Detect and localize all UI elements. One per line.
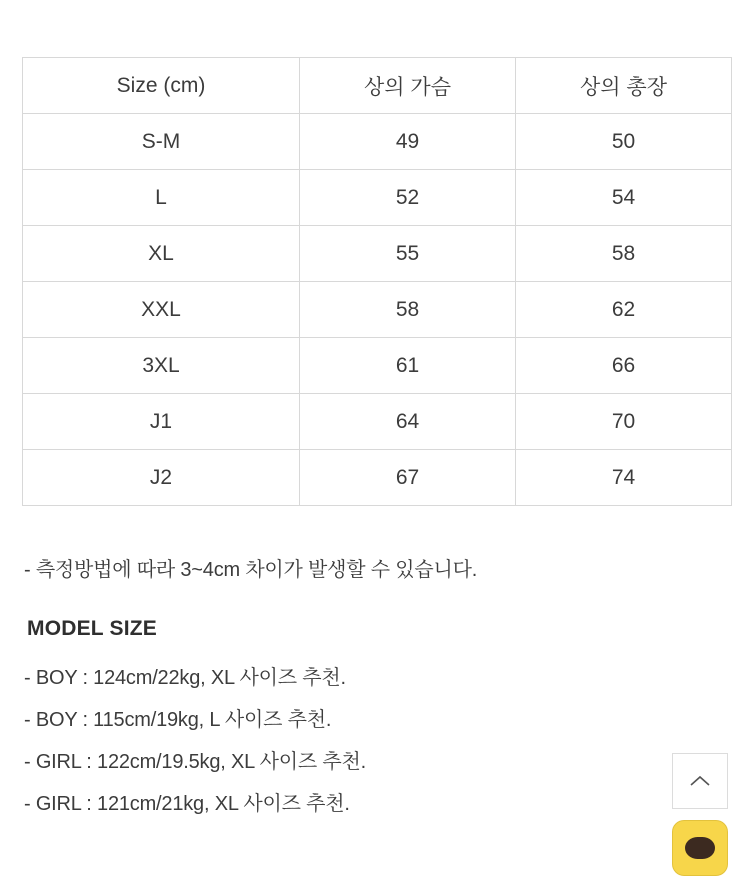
chevron-up-icon [689, 774, 711, 788]
cell-size: XXL [23, 282, 300, 338]
cell-length: 50 [516, 114, 732, 170]
column-header-length: 상의 총장 [516, 58, 732, 114]
cell-length: 54 [516, 170, 732, 226]
cell-length: 62 [516, 282, 732, 338]
scroll-to-top-button[interactable] [672, 753, 728, 809]
table-row [23, 282, 732, 338]
column-header-chest: 상의 가슴 [300, 58, 516, 114]
cell-size: 3XL [23, 338, 300, 394]
model-size-line: - GIRL : 122cm/19.5kg, XL 사이즈 추천. [24, 751, 366, 773]
cell-chest: 55 [300, 226, 516, 282]
table-row [23, 226, 732, 282]
measurement-note: - 측정방법에 따라 3~4cm 차이가 발생할 수 있습니다. [24, 559, 478, 581]
size-chart-table [22, 57, 732, 506]
table-row [23, 394, 732, 450]
model-size-line: - BOY : 115cm/19kg, L 사이즈 추천. [24, 709, 332, 731]
cell-chest: 52 [300, 170, 516, 226]
cell-chest: 49 [300, 114, 516, 170]
cell-size: XL [23, 226, 300, 282]
model-size-title: MODEL SIZE [27, 617, 157, 640]
cell-length: 74 [516, 450, 732, 506]
cell-chest: 64 [300, 394, 516, 450]
cell-length: 58 [516, 226, 732, 282]
table-row [23, 338, 732, 394]
cell-size: L [23, 170, 300, 226]
size-chart-head [23, 58, 732, 114]
column-header-size: Size (cm) [23, 58, 300, 114]
cell-length: 70 [516, 394, 732, 450]
table-row [23, 450, 732, 506]
cell-chest: 67 [300, 450, 516, 506]
chat-bubble-icon [685, 837, 715, 859]
model-size-line: - GIRL : 121cm/21kg, XL 사이즈 추천. [24, 793, 350, 815]
cell-size: J2 [23, 450, 300, 506]
cell-chest: 61 [300, 338, 516, 394]
table-row [23, 114, 732, 170]
model-size-line: - BOY : 124cm/22kg, XL 사이즈 추천. [24, 667, 346, 689]
cell-length: 66 [516, 338, 732, 394]
cell-size: J1 [23, 394, 300, 450]
size-chart-body [23, 114, 732, 506]
table-header-row [23, 58, 732, 114]
cell-size: S-M [23, 114, 300, 170]
cell-chest: 58 [300, 282, 516, 338]
chat-button[interactable] [672, 820, 728, 876]
table-row [23, 170, 732, 226]
